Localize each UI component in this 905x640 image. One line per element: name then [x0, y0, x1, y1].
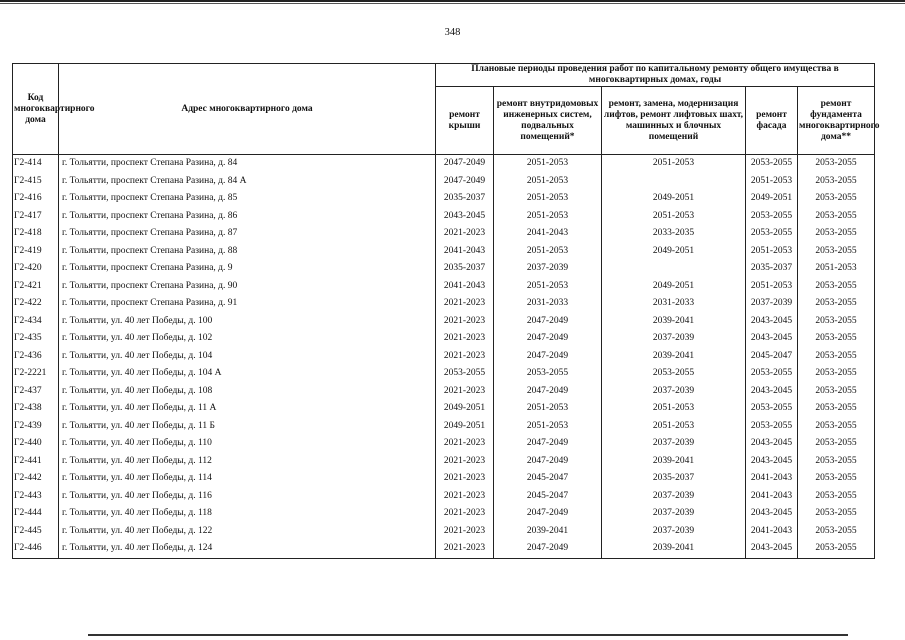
cell-engineering: 2051-2053 [494, 155, 602, 173]
cell-address: г. Тольятти, проспект Степана Разина, д. 84 [59, 155, 436, 173]
cell-facade: 2049-2051 [746, 190, 798, 208]
cell-code: Г2-436 [13, 348, 59, 366]
cell-roof: 2041-2043 [436, 243, 494, 261]
cell-foundation: 2053-2055 [798, 470, 875, 488]
cell-facade: 2043-2045 [746, 383, 798, 401]
header-code: Код многоквартирного дома [13, 64, 59, 155]
table-row [13, 295, 875, 313]
page-number: 348 [444, 27, 461, 38]
cell-roof: 2053-2055 [436, 365, 494, 383]
cell-engineering: 2037-2039 [494, 260, 602, 278]
cell-facade: 2053-2055 [746, 400, 798, 418]
cell-lifts: 2051-2053 [602, 155, 746, 173]
cell-foundation: 2053-2055 [798, 488, 875, 506]
cell-foundation: 2053-2055 [798, 540, 875, 558]
table-row [13, 190, 875, 208]
cell-engineering: 2051-2053 [494, 400, 602, 418]
cell-facade: 2051-2053 [746, 243, 798, 261]
table-row [13, 208, 875, 226]
table-row [13, 435, 875, 453]
cell-roof: 2047-2049 [436, 173, 494, 191]
table-row [13, 453, 875, 471]
cell-lifts: 2051-2053 [602, 208, 746, 226]
cell-address: г. Тольятти, ул. 40 лет Победы, д. 11 А [59, 400, 436, 418]
top-rule [0, 0, 905, 6]
cell-code: Г2-421 [13, 278, 59, 296]
cell-lifts: 2039-2041 [602, 313, 746, 331]
cell-roof: 2043-2045 [436, 208, 494, 226]
cell-address: г. Тольятти, ул. 40 лет Победы, д. 104 А [59, 365, 436, 383]
cell-code: Г2-437 [13, 383, 59, 401]
cell-engineering: 2047-2049 [494, 313, 602, 331]
cell-address: г. Тольятти, проспект Степана Разина, д. 90 [59, 278, 436, 296]
cell-roof: 2049-2051 [436, 400, 494, 418]
cell-facade: 2053-2055 [746, 418, 798, 436]
header-engineering: ремонт внутридомовых инженерных систем, подвальных помещений* [494, 87, 602, 155]
cell-roof: 2021-2023 [436, 523, 494, 541]
cell-code: Г2-420 [13, 260, 59, 278]
table-row [13, 243, 875, 261]
cell-facade: 2043-2045 [746, 540, 798, 558]
cell-roof: 2021-2023 [436, 435, 494, 453]
cell-address: г. Тольятти, ул. 40 лет Победы, д. 104 [59, 348, 436, 366]
table-row [13, 278, 875, 296]
cell-facade: 2041-2043 [746, 523, 798, 541]
table-body [13, 155, 875, 559]
cell-lifts: 2037-2039 [602, 330, 746, 348]
cell-foundation: 2053-2055 [798, 523, 875, 541]
header-group: Плановые периоды проведения работ по капитальному ремонту общего имущества в многоквартирных домах, годы [436, 64, 875, 87]
cell-lifts: 2037-2039 [602, 523, 746, 541]
cell-address: г. Тольятти, ул. 40 лет Победы, д. 118 [59, 505, 436, 523]
table-row [13, 155, 875, 173]
cell-engineering: 2051-2053 [494, 173, 602, 191]
header-facade: ремонт фасада [746, 87, 798, 155]
cell-roof: 2021-2023 [436, 470, 494, 488]
cell-facade: 2053-2055 [746, 225, 798, 243]
cell-code: Г2-439 [13, 418, 59, 436]
table-row [13, 488, 875, 506]
cell-roof: 2021-2023 [436, 488, 494, 506]
cell-foundation: 2053-2055 [798, 505, 875, 523]
cell-address: г. Тольятти, ул. 40 лет Победы, д. 112 [59, 453, 436, 471]
cell-foundation: 2053-2055 [798, 173, 875, 191]
cell-code: Г2-416 [13, 190, 59, 208]
cell-foundation: 2053-2055 [798, 383, 875, 401]
cell-facade: 2051-2053 [746, 173, 798, 191]
cell-lifts: 2049-2051 [602, 278, 746, 296]
cell-foundation: 2051-2053 [798, 260, 875, 278]
cell-engineering: 2045-2047 [494, 488, 602, 506]
bottom-rule [88, 634, 848, 636]
cell-roof: 2047-2049 [436, 155, 494, 173]
cell-lifts [602, 260, 746, 278]
cell-engineering: 2051-2053 [494, 418, 602, 436]
cell-roof: 2021-2023 [436, 383, 494, 401]
cell-roof: 2041-2043 [436, 278, 494, 296]
cell-lifts: 2039-2041 [602, 348, 746, 366]
cell-engineering: 2051-2053 [494, 208, 602, 226]
cell-code: Г2-422 [13, 295, 59, 313]
cell-code: Г2-438 [13, 400, 59, 418]
cell-lifts: 2037-2039 [602, 383, 746, 401]
cell-facade: 2053-2055 [746, 155, 798, 173]
cell-roof: 2035-2037 [436, 190, 494, 208]
cell-code: Г2-415 [13, 173, 59, 191]
cell-engineering: 2047-2049 [494, 330, 602, 348]
table-row [13, 260, 875, 278]
cell-lifts: 2037-2039 [602, 488, 746, 506]
cell-code: Г2-442 [13, 470, 59, 488]
cell-engineering: 2039-2041 [494, 523, 602, 541]
cell-code: Г2-441 [13, 453, 59, 471]
table-row [13, 313, 875, 331]
cell-engineering: 2047-2049 [494, 383, 602, 401]
cell-address: г. Тольятти, проспект Степана Разина, д. 88 [59, 243, 436, 261]
table-row [13, 365, 875, 383]
cell-roof: 2021-2023 [436, 225, 494, 243]
table-row [13, 173, 875, 191]
cell-code: Г2-443 [13, 488, 59, 506]
cell-foundation: 2053-2055 [798, 190, 875, 208]
table-row [13, 470, 875, 488]
cell-roof: 2049-2051 [436, 418, 494, 436]
cell-address: г. Тольятти, ул. 40 лет Победы, д. 110 [59, 435, 436, 453]
cell-code: Г2-434 [13, 313, 59, 331]
cell-lifts: 2031-2033 [602, 295, 746, 313]
cell-engineering: 2051-2053 [494, 243, 602, 261]
cell-facade: 2041-2043 [746, 488, 798, 506]
cell-roof: 2021-2023 [436, 540, 494, 558]
cell-lifts: 2053-2055 [602, 365, 746, 383]
cell-foundation: 2053-2055 [798, 400, 875, 418]
cell-foundation: 2053-2055 [798, 435, 875, 453]
cell-facade: 2043-2045 [746, 505, 798, 523]
cell-foundation: 2053-2055 [798, 453, 875, 471]
cell-address: г. Тольятти, проспект Степана Разина, д. 84 А [59, 173, 436, 191]
cell-foundation: 2053-2055 [798, 348, 875, 366]
cell-facade: 2043-2045 [746, 330, 798, 348]
cell-code: Г2-435 [13, 330, 59, 348]
cell-code: Г2-419 [13, 243, 59, 261]
table-row [13, 523, 875, 541]
cell-address: г. Тольятти, ул. 40 лет Победы, д. 100 [59, 313, 436, 331]
cell-foundation: 2053-2055 [798, 365, 875, 383]
table-row [13, 383, 875, 401]
cell-code: Г2-417 [13, 208, 59, 226]
cell-foundation: 2053-2055 [798, 225, 875, 243]
cell-engineering: 2047-2049 [494, 453, 602, 471]
cell-foundation: 2053-2055 [798, 418, 875, 436]
cell-roof: 2021-2023 [436, 453, 494, 471]
table-row [13, 225, 875, 243]
cell-engineering: 2031-2033 [494, 295, 602, 313]
cell-roof: 2021-2023 [436, 313, 494, 331]
table-row [13, 505, 875, 523]
cell-roof: 2021-2023 [436, 330, 494, 348]
cell-engineering: 2047-2049 [494, 540, 602, 558]
table-row [13, 540, 875, 558]
table-row [13, 330, 875, 348]
cell-engineering: 2051-2053 [494, 278, 602, 296]
cell-facade: 2053-2055 [746, 365, 798, 383]
cell-roof: 2021-2023 [436, 295, 494, 313]
cell-foundation: 2053-2055 [798, 278, 875, 296]
cell-lifts: 2037-2039 [602, 435, 746, 453]
header-roof: ремонт крыши [436, 87, 494, 155]
cell-facade: 2043-2045 [746, 313, 798, 331]
cell-engineering: 2047-2049 [494, 505, 602, 523]
cell-foundation: 2053-2055 [798, 313, 875, 331]
cell-engineering: 2051-2053 [494, 190, 602, 208]
cell-foundation: 2053-2055 [798, 243, 875, 261]
cell-facade: 2051-2053 [746, 278, 798, 296]
cell-address: г. Тольятти, проспект Степана Разина, д. 87 [59, 225, 436, 243]
cell-address: г. Тольятти, ул. 40 лет Победы, д. 122 [59, 523, 436, 541]
cell-code: Г2-2221 [13, 365, 59, 383]
cell-code: Г2-440 [13, 435, 59, 453]
cell-facade: 2043-2045 [746, 453, 798, 471]
cell-code: Г2-414 [13, 155, 59, 173]
cell-address: г. Тольятти, проспект Степана Разина, д. 91 [59, 295, 436, 313]
cell-code: Г2-445 [13, 523, 59, 541]
cell-address: г. Тольятти, ул. 40 лет Победы, д. 102 [59, 330, 436, 348]
cell-address: г. Тольятти, проспект Степана Разина, д. 86 [59, 208, 436, 226]
cell-lifts: 2039-2041 [602, 453, 746, 471]
cell-lifts [602, 173, 746, 191]
cell-roof: 2021-2023 [436, 348, 494, 366]
cell-address: г. Тольятти, ул. 40 лет Победы, д. 11 Б [59, 418, 436, 436]
cell-address: г. Тольятти, проспект Степана Разина, д. 85 [59, 190, 436, 208]
cell-roof: 2035-2037 [436, 260, 494, 278]
cell-address: г. Тольятти, ул. 40 лет Победы, д. 124 [59, 540, 436, 558]
cell-facade: 2053-2055 [746, 208, 798, 226]
cell-facade: 2041-2043 [746, 470, 798, 488]
cell-foundation: 2053-2055 [798, 330, 875, 348]
cell-code: Г2-446 [13, 540, 59, 558]
cell-engineering: 2053-2055 [494, 365, 602, 383]
table-row [13, 418, 875, 436]
table-row [13, 348, 875, 366]
header-address: Адрес многоквартирного дома [59, 64, 436, 155]
cell-lifts: 2049-2051 [602, 243, 746, 261]
cell-code: Г2-418 [13, 225, 59, 243]
cell-address: г. Тольятти, ул. 40 лет Победы, д. 108 [59, 383, 436, 401]
capital-repair-table [12, 63, 880, 559]
cell-lifts: 2035-2037 [602, 470, 746, 488]
cell-code: Г2-444 [13, 505, 59, 523]
cell-facade: 2037-2039 [746, 295, 798, 313]
cell-engineering: 2045-2047 [494, 470, 602, 488]
header-lifts: ремонт, замена, модернизация лифтов, ремонт лифтовых шахт, машинных и блочных помещений [602, 87, 746, 155]
cell-lifts: 2033-2035 [602, 225, 746, 243]
cell-engineering: 2047-2049 [494, 435, 602, 453]
cell-foundation: 2053-2055 [798, 295, 875, 313]
cell-engineering: 2047-2049 [494, 348, 602, 366]
cell-foundation: 2053-2055 [798, 155, 875, 173]
table-row [13, 400, 875, 418]
cell-lifts: 2051-2053 [602, 400, 746, 418]
cell-address: г. Тольятти, ул. 40 лет Победы, д. 116 [59, 488, 436, 506]
cell-lifts: 2051-2053 [602, 418, 746, 436]
cell-engineering: 2041-2043 [494, 225, 602, 243]
cell-lifts: 2037-2039 [602, 505, 746, 523]
cell-facade: 2045-2047 [746, 348, 798, 366]
cell-facade: 2035-2037 [746, 260, 798, 278]
cell-foundation: 2053-2055 [798, 208, 875, 226]
cell-facade: 2043-2045 [746, 435, 798, 453]
header-foundation: ремонт фундамента многоквартирного дома** [798, 87, 875, 155]
cell-lifts: 2039-2041 [602, 540, 746, 558]
cell-lifts: 2049-2051 [602, 190, 746, 208]
cell-address: г. Тольятти, проспект Степана Разина, д. 9 [59, 260, 436, 278]
cell-address: г. Тольятти, ул. 40 лет Победы, д. 114 [59, 470, 436, 488]
cell-roof: 2021-2023 [436, 505, 494, 523]
